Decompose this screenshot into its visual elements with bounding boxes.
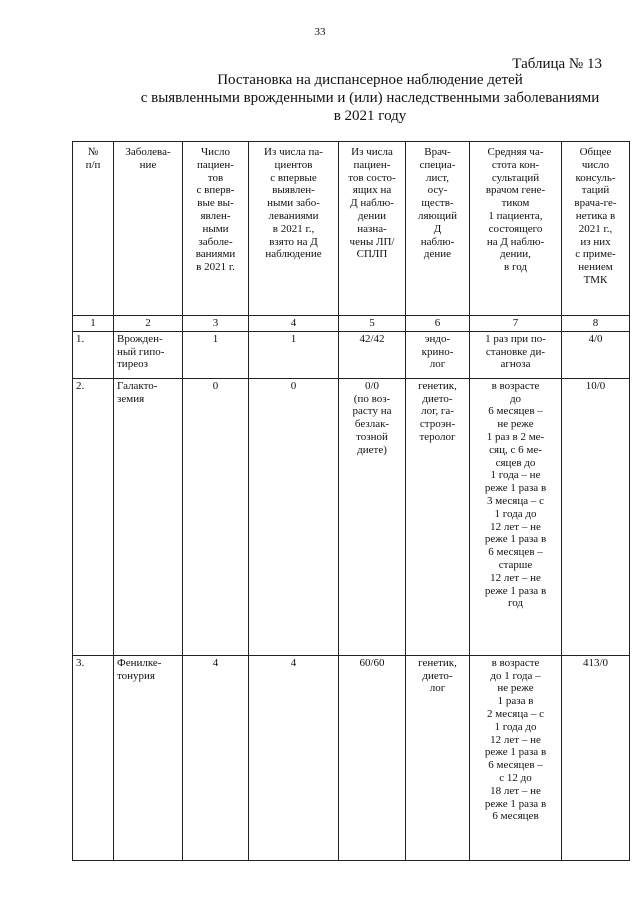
column-number-row <box>73 316 630 332</box>
specialist-text: генетик, дието- лог <box>418 656 457 695</box>
specialist-text: эндо- крино- лог <box>421 332 454 371</box>
column-number: 1 <box>73 316 114 332</box>
frequency-cell <box>470 378 562 655</box>
header-text: Заболева- ние <box>125 146 171 171</box>
header-text: Средняя ча- стота кон- сультаций врачом гене- тиком 1 пациента, состоящего на Д наблю- дении, в год <box>485 146 546 274</box>
taken-cell: 0 <box>249 378 339 655</box>
title-line: с выявленными врожденными и (или) наследственными заболеваниями <box>140 90 600 106</box>
data-table <box>72 141 630 861</box>
header-text: Из числа па- циентов с впервые выявлен- ными забо- леваниями в 2021 г., взято на Д наблюдение <box>264 146 323 261</box>
header-text: Общее число консуль- таций врача-ге- нетика в 2021 г., из них с приме- нением ТМК <box>574 146 617 286</box>
row-number: 1. <box>73 331 114 378</box>
frequency-text: в возрасте до 6 месяцев – не реже 1 раз в 2 ме- сяц, с 6 ме- сяцев до 1 года – не реже 1 раза в 3 месяца – с 1 года до 12 лет – не реже 1 раза в 6 месяцев – старше 12 лет – не реже 1 раза в год <box>484 379 547 610</box>
taken-cell: 4 <box>249 655 339 860</box>
table-label: Таблица № 13 <box>512 56 602 72</box>
column-number: 5 <box>339 316 406 332</box>
frequency-cell <box>470 655 562 860</box>
specialist-cell <box>406 378 470 655</box>
table-row <box>73 331 630 378</box>
new-cases-cell: 1 <box>183 331 249 378</box>
header-cell <box>183 142 249 316</box>
page-number: 33 <box>314 26 326 38</box>
header-cell <box>249 142 339 316</box>
new-cases-cell: 0 <box>183 378 249 655</box>
column-number: 7 <box>470 316 562 332</box>
disease-cell <box>114 378 183 655</box>
header-cell <box>114 142 183 316</box>
drugs-cell <box>339 655 406 860</box>
consults-cell: 413/0 <box>562 655 630 860</box>
column-number: 2 <box>114 316 183 332</box>
header-cell <box>406 142 470 316</box>
header-text: Врач- специа- лист, осу- ществ- ляющий Д наблю- дение <box>417 146 457 261</box>
disease-cell <box>114 655 183 860</box>
header-cell <box>562 142 630 316</box>
column-number: 3 <box>183 316 249 332</box>
column-number: 8 <box>562 316 630 332</box>
table-row <box>73 378 630 655</box>
taken-cell: 1 <box>249 331 339 378</box>
drugs-cell <box>339 331 406 378</box>
drugs-cell <box>339 378 406 655</box>
drugs-text: 0/0 (по воз- расту на безлак- тозной диете) <box>352 379 392 456</box>
disease-text: Врожден- ный гипо- тиреоз <box>117 332 165 371</box>
specialist-cell <box>406 655 470 860</box>
header-text: № п/п <box>85 146 101 171</box>
column-number: 6 <box>406 316 470 332</box>
header-cell <box>73 142 114 316</box>
header-text: Из числа пациен- тов состо- ящих на Д наблю- дении назна- чены ЛП/ СПЛП <box>348 146 396 261</box>
table-row <box>73 655 630 860</box>
disease-text: Галакто- земия <box>117 379 158 405</box>
table-title <box>100 71 640 125</box>
specialist-cell <box>406 331 470 378</box>
drugs-text: 42/42 <box>359 332 385 345</box>
disease-text: Фенилке- тонурия <box>117 656 162 682</box>
drugs-text: 60/60 <box>359 656 385 669</box>
consults-cell: 4/0 <box>562 331 630 378</box>
title-line: в 2021 году <box>333 108 407 124</box>
specialist-text: генетик, дието- лог, га- строэн- теролог <box>418 379 457 443</box>
frequency-cell <box>470 331 562 378</box>
column-number: 4 <box>249 316 339 332</box>
frequency-text: 1 раз при по- становке ди- агноза <box>485 332 546 371</box>
header-cell <box>470 142 562 316</box>
disease-cell <box>114 331 183 378</box>
header-text: Число пациен- тов с вперв- вые вы- явлен- ными заболе- ваниями в 2021 г. <box>195 146 236 274</box>
row-number: 2. <box>73 378 114 655</box>
new-cases-cell: 4 <box>183 655 249 860</box>
header-cell <box>339 142 406 316</box>
header-row <box>73 142 630 316</box>
title-line: Постановка на диспансерное наблюдение детей <box>217 72 523 88</box>
frequency-text: в возрасте до 1 года – не реже 1 раза в 2 месяца – с 1 года до 12 лет – не реже 1 раза в 6 месяцев – с 12 до 18 лет – не реже 1 раза в 6 месяцев <box>484 656 547 823</box>
row-number: 3. <box>73 655 114 860</box>
consults-cell: 10/0 <box>562 378 630 655</box>
